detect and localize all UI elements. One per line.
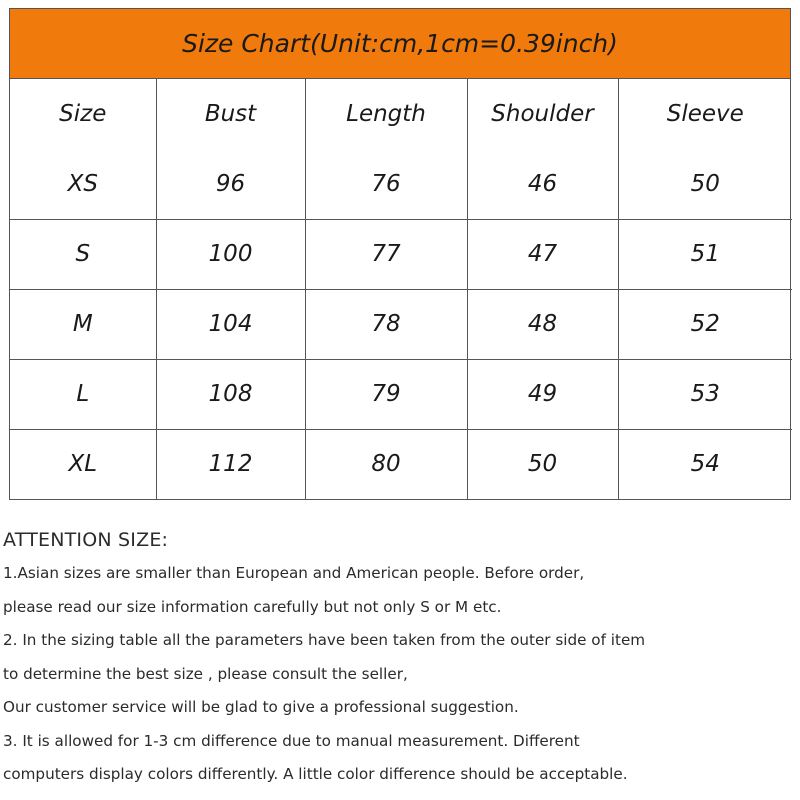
size-table bbox=[10, 79, 792, 499]
cell-shoulder: 47 bbox=[467, 219, 618, 289]
size-chart-title: Size Chart(Unit:cm,1cm=0.39inch) bbox=[10, 9, 790, 79]
note-line: Our customer service will be glad to give a professional suggestion. bbox=[3, 698, 519, 716]
column-header-bust: Bust bbox=[156, 79, 305, 149]
note-line: please read our size information carefully but not only S or M etc. bbox=[3, 597, 502, 616]
column-header-sleeve: Sleeve bbox=[666, 101, 744, 127]
cell-length: 78 bbox=[305, 289, 467, 359]
table-header-row bbox=[10, 79, 792, 149]
cell-size: M bbox=[10, 289, 156, 359]
cell-sleeve: 52 bbox=[618, 289, 792, 359]
cell-bust: 104 bbox=[156, 289, 305, 359]
cell-sleeve: 50 bbox=[618, 149, 792, 219]
cell-bust: 100 bbox=[156, 219, 305, 289]
table-row bbox=[10, 429, 792, 499]
cell-shoulder: 49 bbox=[467, 359, 618, 429]
cell-length: 80 bbox=[305, 429, 467, 499]
cell-length: 77 bbox=[305, 219, 467, 289]
cell-bust: 112 bbox=[156, 429, 305, 499]
cell-size: XS bbox=[10, 149, 156, 219]
size-chart bbox=[9, 8, 791, 500]
cell-sleeve: 53 bbox=[618, 359, 792, 429]
note-line: 1.Asian sizes are smaller than European and American people. Before order, bbox=[3, 564, 585, 582]
cell-shoulder: 48 bbox=[467, 289, 618, 359]
note-line: to determine the best size , please consult the seller, bbox=[3, 664, 408, 683]
table-row bbox=[10, 219, 792, 289]
table-row bbox=[10, 359, 792, 429]
cell-sleeve: 51 bbox=[618, 219, 792, 289]
cell-bust: 108 bbox=[156, 359, 305, 429]
column-header-shoulder: Shoulder bbox=[467, 79, 618, 149]
table-row bbox=[10, 149, 792, 219]
note-line: 2. In the sizing table all the parameters have been taken from the outer side of item bbox=[3, 631, 646, 649]
cell-bust: 96 bbox=[156, 149, 305, 219]
cell-size: L bbox=[10, 359, 156, 429]
note-line: computers display colors differently. A little color difference should be acceptable. bbox=[3, 765, 628, 783]
cell-shoulder: 50 bbox=[467, 429, 618, 499]
attention-heading: ATTENTION SIZE: bbox=[3, 529, 169, 551]
attention-notes bbox=[3, 523, 797, 792]
cell-length: 79 bbox=[305, 359, 467, 429]
cell-size: S bbox=[10, 219, 156, 289]
column-header-size: Size bbox=[10, 79, 156, 149]
column-header-length: Length bbox=[305, 79, 467, 149]
cell-sleeve: 54 bbox=[690, 451, 720, 478]
note-line: 3. It is allowed for 1-3 cm difference due to manual measurement. Different bbox=[3, 731, 580, 750]
cell-shoulder: 46 bbox=[467, 149, 618, 219]
cell-size: XL bbox=[10, 429, 156, 499]
table-row bbox=[10, 289, 792, 359]
cell-length: 76 bbox=[305, 149, 467, 219]
